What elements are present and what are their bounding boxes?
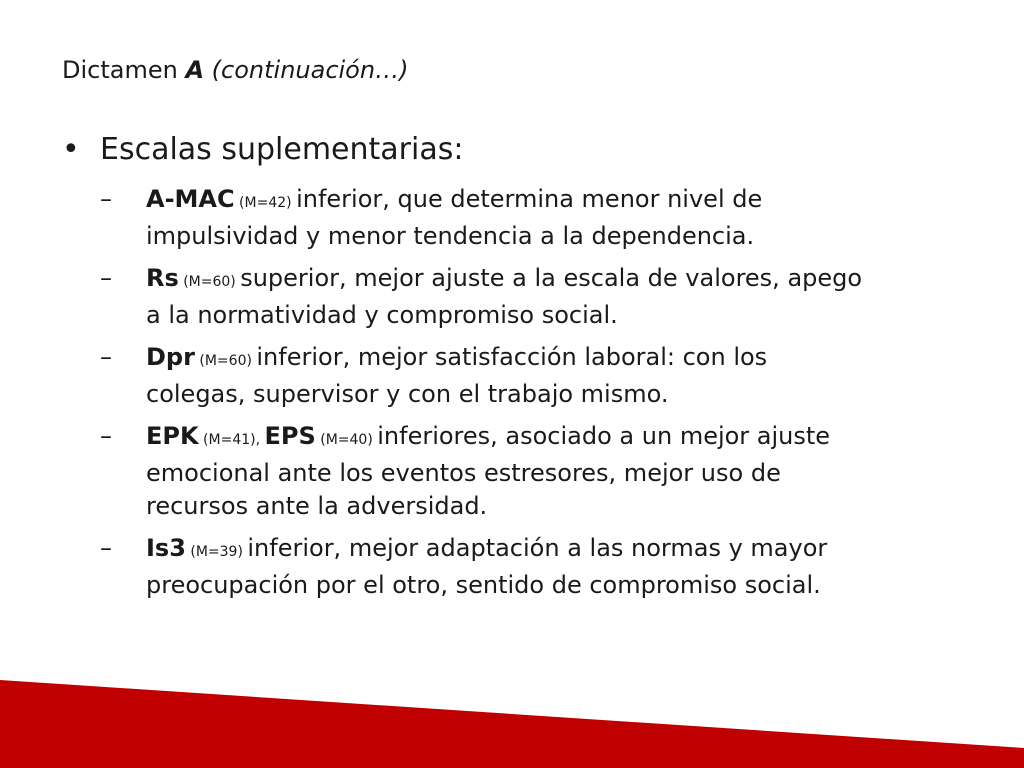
dash-icon: –: [100, 534, 112, 562]
scale-item-line: [146, 341, 980, 378]
scale-item-line: a la normatividad y compromiso social.: [146, 301, 618, 329]
title-prefix: Dictamen: [62, 56, 186, 84]
title-parenthetical: (continuación…): [204, 56, 409, 84]
scale-mean: (M=41),: [198, 432, 265, 448]
scale-code: Is3: [146, 534, 186, 562]
scale-list: [100, 183, 980, 611]
scale-item-line: recursos ante la adversidad.: [146, 492, 488, 520]
red-band-shape: [0, 680, 1024, 768]
scale-code: Dpr: [146, 343, 195, 371]
dash-icon: –: [100, 185, 112, 213]
title-emphasis: A: [185, 56, 205, 84]
scale-item-line: impulsividad y menor tendencia a la dependencia.: [146, 222, 755, 250]
scale-item-epk-eps: [100, 420, 980, 523]
scale-mean: (M=60): [194, 353, 257, 369]
scale-description: inferior, que determina menor nivel de: [296, 185, 763, 213]
scale-item-line: [146, 262, 980, 299]
scale-item-line: preocupación por el otro, sentido de compromiso social.: [146, 571, 821, 599]
dash-icon: –: [100, 264, 112, 292]
scale-mean: (M=60): [178, 274, 241, 290]
section-heading: [62, 132, 463, 167]
scale-description: inferiores, asociado a un mejor ajuste: [377, 422, 831, 450]
scale-mean: (M=42): [234, 195, 297, 211]
scale-item-rs: [100, 262, 980, 332]
scale-item-line: [146, 183, 980, 220]
scale-code: EPK: [146, 422, 199, 450]
scale-mean-secondary: (M=40): [315, 432, 378, 448]
section-heading-text: Escalas suplementarias:: [100, 132, 464, 167]
scale-item-line: [146, 420, 980, 457]
scale-description: inferior, mejor satisfacción laboral: con los: [256, 343, 768, 371]
scale-code-secondary: EPS: [264, 422, 316, 450]
dash-icon: –: [100, 343, 112, 371]
scale-description: superior, mejor ajuste a la escala de valores, apego: [240, 264, 863, 292]
scale-item-line: emocional ante los eventos estresores, mejor uso de: [146, 459, 781, 487]
scale-item-dpr: [100, 341, 980, 411]
red-diagonal-band: [0, 668, 1024, 768]
scale-code: A-MAC: [146, 185, 235, 213]
scale-item-amac: [100, 183, 980, 253]
scale-description: inferior, mejor adaptación a las normas y mayor: [247, 534, 828, 562]
slide-title: [62, 56, 408, 84]
scale-item-line: [146, 532, 980, 569]
scale-code: Rs: [146, 264, 179, 292]
scale-mean: (M=39): [185, 544, 248, 560]
scale-item-line: colegas, supervisor y con el trabajo mismo.: [146, 380, 669, 408]
scale-item-is3: [100, 532, 980, 602]
dash-icon: –: [100, 422, 112, 450]
bullet-icon: •: [62, 132, 80, 167]
